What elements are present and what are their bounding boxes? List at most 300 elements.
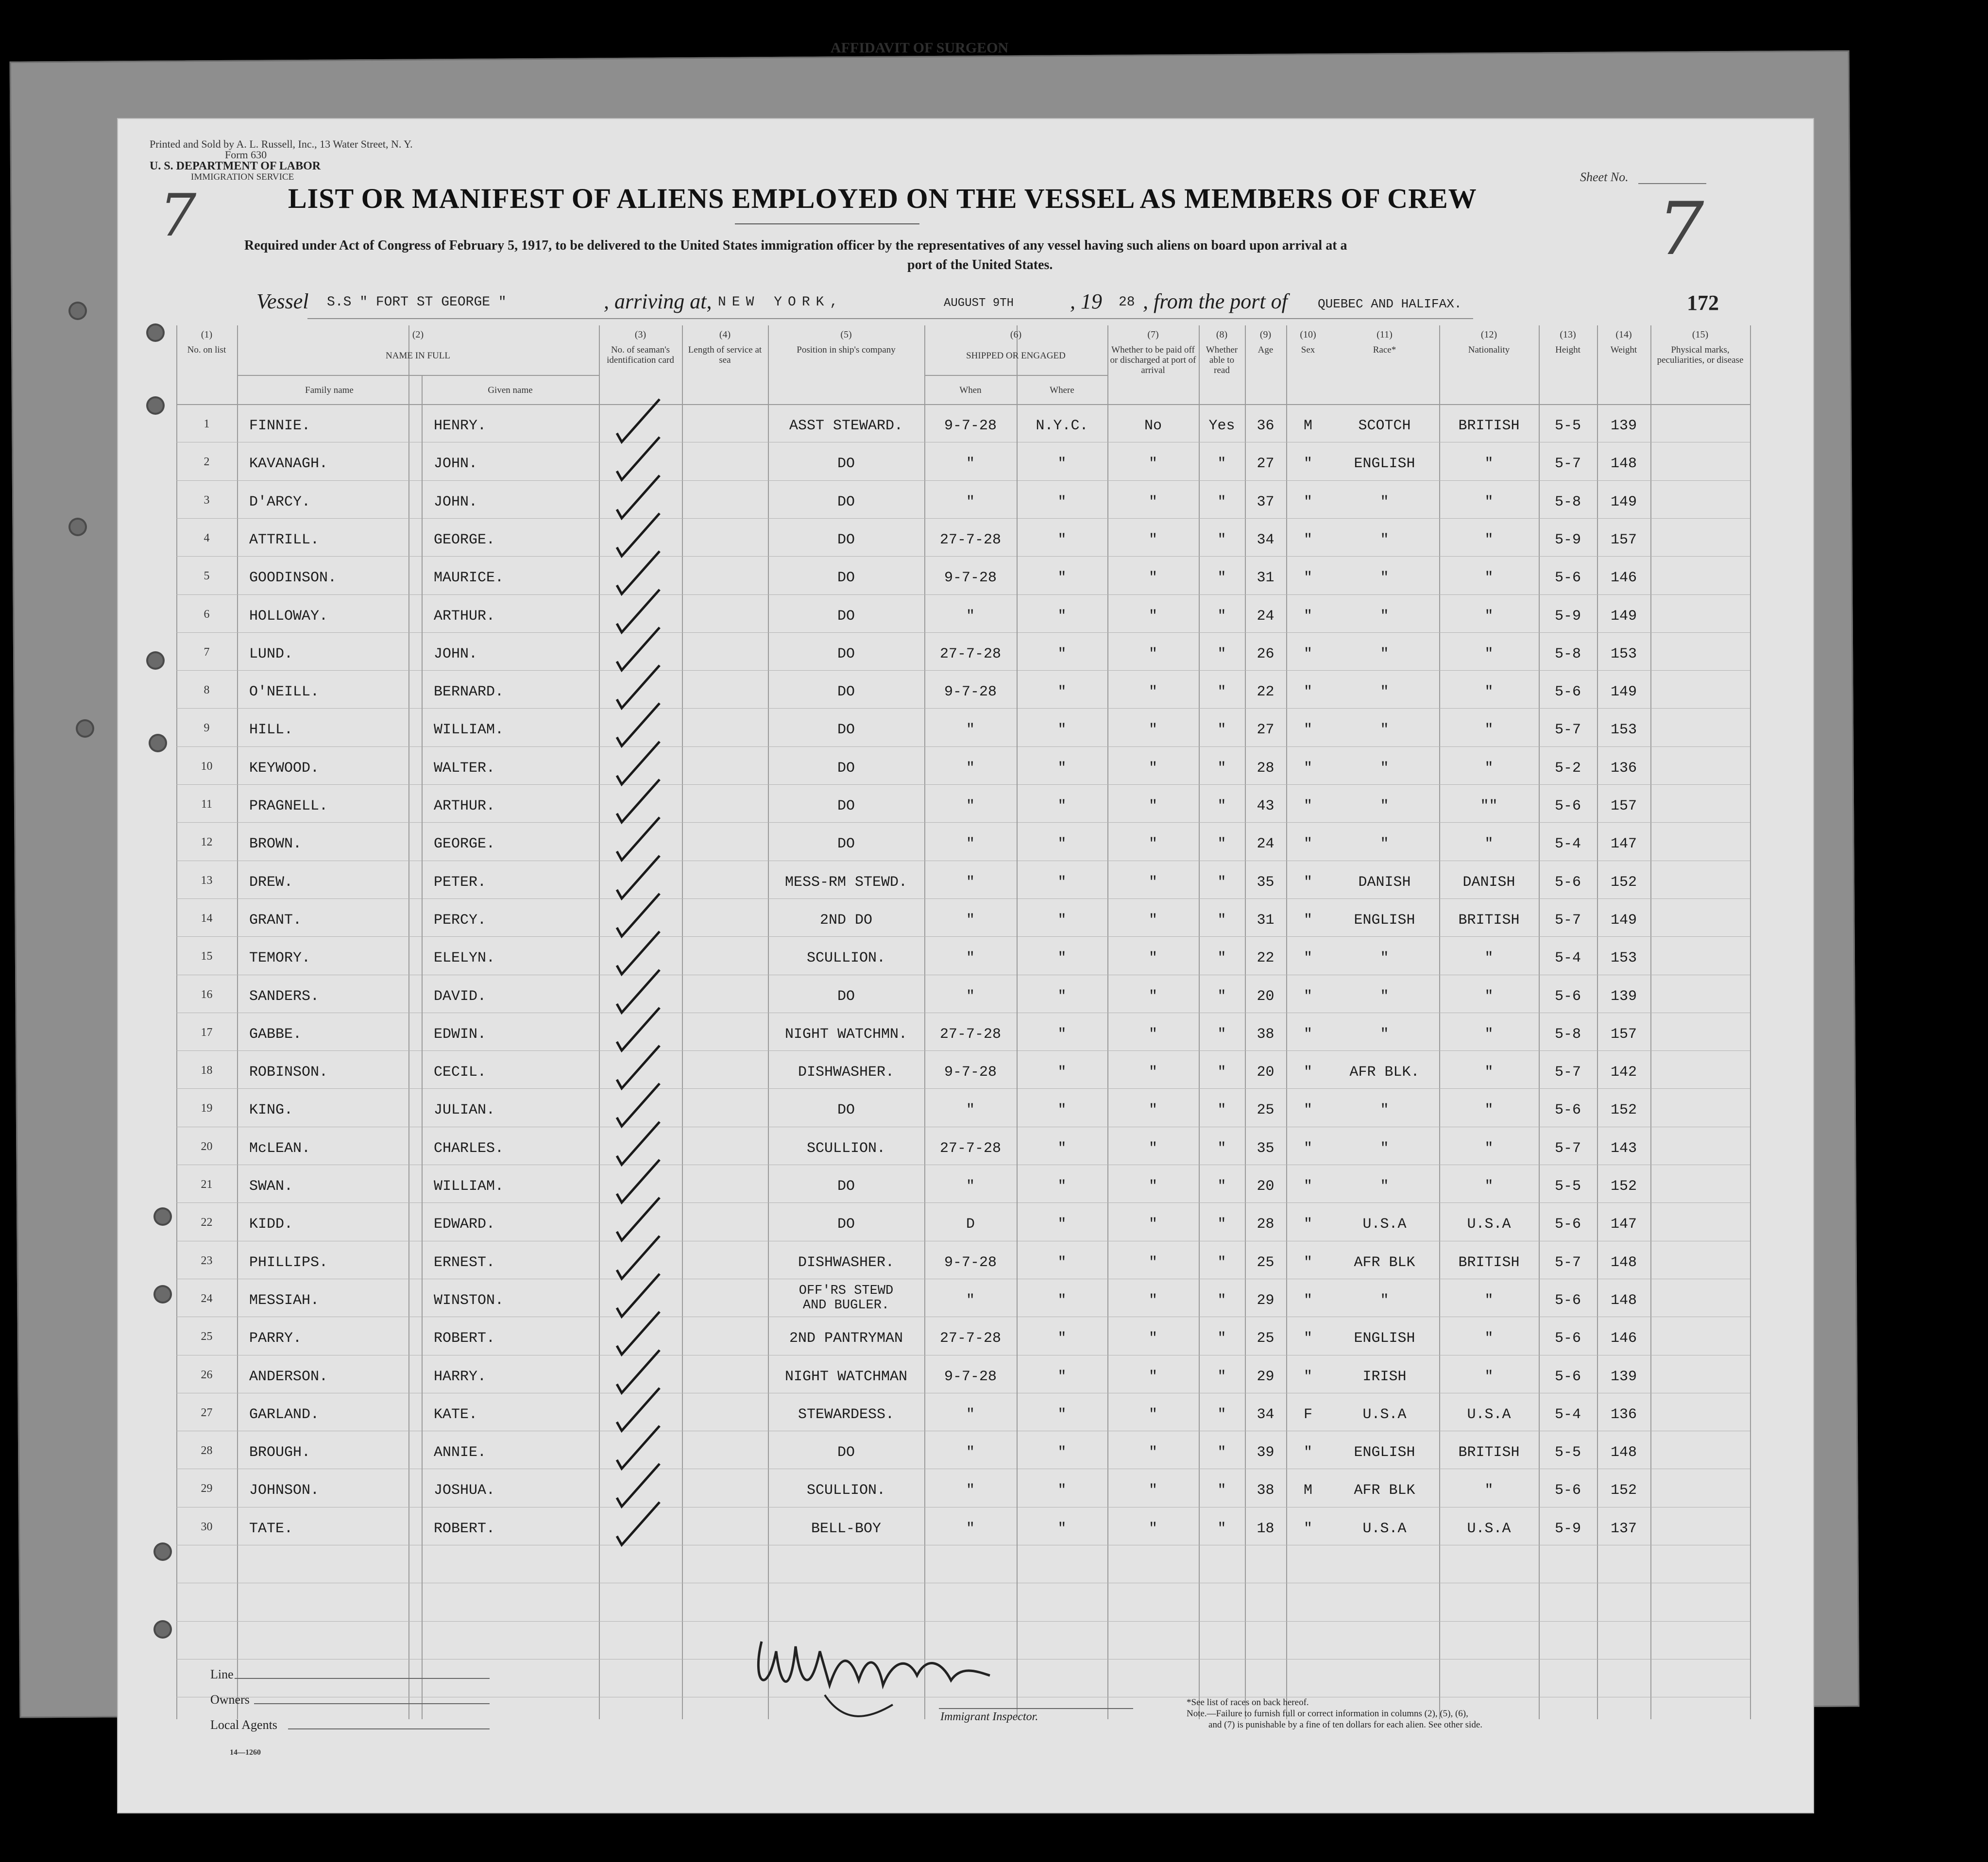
cell-no: 16 (201, 988, 213, 1001)
table-row (147, 1279, 1750, 1317)
cell-when: " (966, 836, 975, 853)
cell-height: 5-7 (1554, 722, 1581, 739)
cell-where: " (1057, 1140, 1067, 1157)
cell-nationality: " (1484, 1292, 1494, 1309)
inspector-line (939, 1708, 1133, 1709)
cell-height: 5-6 (1554, 1330, 1581, 1347)
cell-when: " (966, 1102, 975, 1119)
inspector-label: Immigrant Inspector. (940, 1710, 1038, 1723)
table-row (147, 784, 1750, 822)
cell-nationality: " (1484, 836, 1494, 853)
cell-where: " (1057, 1368, 1067, 1385)
cell-read: " (1217, 1520, 1226, 1537)
cell-position: STEWARDESS. (798, 1406, 895, 1423)
punch-hole (155, 1544, 170, 1559)
table-row (147, 632, 1750, 670)
cell-nationality: " (1484, 950, 1494, 967)
title-rule (735, 223, 919, 224)
cell-position: DISHWASHER. (798, 1254, 895, 1271)
cell-race: " (1380, 684, 1389, 701)
column-number: (11) (1376, 329, 1393, 340)
cell-race: SCOTCH (1358, 418, 1411, 434)
cell-position: DO (837, 760, 855, 777)
cell-paid-off: " (1148, 1178, 1157, 1195)
printer-line: Printed and Sold by A. L. Russell, Inc., 13 Water Street, N. Y. (150, 138, 413, 150)
cell-no: 1 (204, 418, 210, 430)
cell-paid-off: " (1148, 1444, 1157, 1461)
cell-nationality: U.S.A (1467, 1216, 1511, 1233)
cell-paid-off: " (1148, 1520, 1157, 1537)
cell-height: 5-9 (1554, 531, 1581, 548)
cell-read: " (1217, 1406, 1226, 1423)
cell-where: " (1057, 1178, 1067, 1195)
cell-family: JOHNSON. (249, 1482, 320, 1499)
subheader-rule (924, 375, 1107, 376)
cell-read: " (1217, 1102, 1226, 1119)
cell-family: GARLAND. (249, 1406, 320, 1423)
cell-no: 12 (201, 836, 213, 849)
cell-nationality: " (1484, 570, 1494, 587)
cell-given: ELELYN. (434, 950, 495, 967)
handwritten-mark-right: 7 (1658, 187, 1704, 271)
cell-nationality: " (1484, 456, 1494, 473)
cell-when: " (966, 798, 975, 814)
cell-where: N.Y.C. (1036, 418, 1088, 434)
table-row (147, 480, 1750, 518)
cell-family: ROBINSON. (249, 1064, 328, 1081)
cell-where: " (1057, 1406, 1067, 1423)
cell-position: DO (837, 988, 855, 1005)
column-number: (8) (1216, 329, 1228, 340)
cell-paid-off: " (1148, 493, 1157, 510)
cell-age: 29 (1257, 1292, 1274, 1309)
cell-given: PETER. (434, 874, 487, 891)
column-label: SHIPPED OR ENGAGED (966, 351, 1066, 361)
cell-where: " (1057, 1216, 1067, 1233)
cell-no: 18 (201, 1064, 213, 1077)
cell-family: HILL. (249, 722, 293, 739)
cell-where: " (1057, 722, 1067, 739)
cell-age: 25 (1257, 1102, 1274, 1119)
cell-weight: 139 (1610, 418, 1637, 434)
cell-age: 25 (1257, 1330, 1274, 1347)
cell-sex: " (1303, 645, 1312, 662)
cell-paid-off: " (1148, 645, 1157, 662)
cell-age: 28 (1257, 760, 1274, 777)
cell-sex: " (1303, 1292, 1312, 1309)
cell-when: " (966, 874, 975, 891)
column-label: Height (1555, 345, 1580, 355)
cell-family: MESSIAH. (249, 1292, 320, 1309)
cell-race: IRISH (1362, 1368, 1407, 1385)
column-number: (6) (1010, 329, 1022, 340)
cell-given: ROBERT. (434, 1520, 495, 1537)
subheader-rule (237, 375, 599, 376)
cell-family: GABBE. (249, 1026, 302, 1043)
page-number: 172 (1687, 291, 1719, 315)
cell-age: 34 (1257, 1406, 1274, 1423)
form-number: Form 630 (225, 149, 267, 161)
cell-sex: " (1303, 1368, 1312, 1385)
cell-no: 5 (204, 570, 210, 583)
handwritten-mark-left: 7 (159, 182, 197, 250)
cell-paid-off: " (1148, 456, 1157, 473)
cell-family: FINNIE. (249, 418, 311, 434)
cell-family: McLEAN. (249, 1140, 311, 1157)
cell-position: BELL-BOY (811, 1520, 882, 1537)
cell-read: " (1217, 1140, 1226, 1157)
cell-position: DO (837, 1444, 855, 1461)
vessel-label: Vessel (256, 289, 309, 313)
column-number: (2) (412, 329, 424, 340)
cell-given: HENRY. (434, 418, 487, 434)
cell-when: " (966, 608, 975, 625)
column-number: (5) (840, 329, 852, 340)
table-row (147, 746, 1750, 784)
sheet-number-label: Sheet No. (1580, 170, 1629, 184)
cell-race: " (1380, 1292, 1389, 1309)
cell-height: 5-7 (1554, 456, 1581, 473)
table-row (147, 822, 1750, 860)
cell-read: " (1217, 1444, 1226, 1461)
cell-family: BROUGH. (249, 1444, 311, 1461)
cell-read: " (1217, 493, 1226, 510)
cell-sex: " (1303, 874, 1312, 891)
cell-paid-off: " (1148, 836, 1157, 853)
cell-no: 13 (201, 874, 213, 887)
cell-race: " (1380, 531, 1389, 548)
cell-read: " (1217, 874, 1226, 891)
cell-when: " (966, 493, 975, 510)
column-label: No. on list (187, 345, 226, 355)
cell-age: 35 (1257, 874, 1274, 891)
cell-nationality: BRITISH (1458, 418, 1520, 434)
cell-read: " (1217, 531, 1226, 548)
column-number: (10) (1300, 329, 1316, 340)
cell-where: " (1057, 798, 1067, 814)
cell-paid-off: " (1148, 1482, 1157, 1499)
cell-family: TEMORY. (249, 950, 311, 967)
cell-no: 6 (204, 608, 210, 621)
cell-given: PERCY. (434, 912, 487, 929)
cell-weight: 153 (1610, 645, 1637, 662)
vessel-underline (307, 318, 1473, 319)
cell-position: OFF'RS STEWD (799, 1283, 894, 1298)
cell-where: " (1057, 684, 1067, 701)
cell-weight: 149 (1610, 608, 1637, 625)
punch-hole (70, 304, 85, 318)
cell-race: U.S.A (1362, 1216, 1407, 1233)
column-number: (7) (1147, 329, 1159, 340)
table-row (147, 1241, 1750, 1279)
cell-when: " (966, 912, 975, 929)
cell-where: " (1057, 1482, 1067, 1499)
cell-given: BERNARD. (434, 684, 504, 701)
owners-label: Owners (210, 1693, 250, 1707)
cell-position: SCULLION. (806, 1482, 886, 1499)
cell-weight: 149 (1610, 912, 1637, 929)
cell-family: KEYWOOD. (249, 760, 320, 777)
cell-nationality: " (1484, 1064, 1494, 1081)
cell-age: 27 (1257, 456, 1274, 473)
cell-nationality: BRITISH (1458, 1254, 1520, 1271)
cell-where: " (1057, 836, 1067, 853)
cell-weight: 152 (1610, 1178, 1637, 1195)
cell-paid-off: " (1148, 1254, 1157, 1271)
table-row (147, 1165, 1750, 1202)
cell-weight: 136 (1610, 760, 1637, 777)
cell-weight: 136 (1610, 1406, 1637, 1423)
cell-nationality: " (1484, 722, 1494, 739)
cell-where: " (1057, 874, 1067, 891)
cell-read: " (1217, 1330, 1226, 1347)
cell-read: " (1217, 912, 1226, 929)
cell-age: 22 (1257, 950, 1274, 967)
cell-no: 2 (204, 456, 210, 469)
cell-height: 5-6 (1554, 874, 1581, 891)
cell-family: SWAN. (249, 1178, 293, 1195)
cell-sex: " (1303, 1140, 1312, 1157)
cell-race: " (1380, 798, 1389, 814)
table-row (147, 1050, 1750, 1088)
cell-where: " (1057, 456, 1067, 473)
cell-height: 5-6 (1554, 1216, 1581, 1233)
table-row (147, 1507, 1750, 1545)
cell-where: " (1057, 1064, 1067, 1081)
cell-given: ROBERT. (434, 1330, 495, 1347)
cell-paid-off: " (1148, 570, 1157, 587)
cell-weight: 146 (1610, 1330, 1637, 1347)
cell-position: DO (837, 798, 855, 814)
cell-nationality: DANISH (1462, 874, 1515, 891)
cell-given: JOHN. (434, 645, 478, 662)
table-row (147, 1013, 1750, 1050)
cell-race: " (1380, 836, 1389, 853)
cell-when: " (966, 988, 975, 1005)
cell-paid-off: " (1148, 608, 1157, 625)
cell-position: DO (837, 531, 855, 548)
cell-nationality: " (1484, 645, 1494, 662)
cell-family: LUND. (249, 645, 293, 662)
column-sublabel: When (959, 385, 982, 395)
cell-weight: 148 (1610, 1292, 1637, 1309)
cell-family: GOODINSON. (249, 570, 337, 587)
cell-no: 27 (201, 1406, 213, 1419)
cell-race: " (1380, 1140, 1389, 1157)
cell-height: 5-5 (1554, 1178, 1581, 1195)
cell-read: " (1217, 608, 1226, 625)
cell-position: NIGHT WATCHMAN (784, 1368, 908, 1385)
cell-age: 36 (1257, 418, 1274, 434)
column-sublabel: Where (1050, 385, 1074, 395)
cell-given: DAVID. (434, 988, 487, 1005)
cell-where: " (1057, 1254, 1067, 1271)
cell-sex: M (1303, 1482, 1312, 1499)
cell-where: " (1057, 1520, 1067, 1537)
cell-weight: 139 (1610, 988, 1637, 1005)
cell-position: NIGHT WATCHMN. (784, 1026, 908, 1043)
cell-position: DO (837, 645, 855, 662)
table-row (147, 1088, 1750, 1126)
cell-sex: F (1303, 1406, 1312, 1423)
cell-no: 29 (201, 1482, 213, 1495)
cell-paid-off: " (1148, 684, 1157, 701)
cell-age: 38 (1257, 1482, 1274, 1499)
cell-given: EDWARD. (434, 1216, 495, 1233)
table-row (147, 1431, 1750, 1469)
year-prefix: , 19 (1070, 289, 1102, 313)
cell-when: 27-7-28 (939, 531, 1002, 548)
cell-paid-off: " (1148, 1406, 1157, 1423)
cell-race: " (1380, 1026, 1389, 1043)
cell-position: SCULLION. (806, 1140, 886, 1157)
column-label: Physical marks, peculiarities, or disease (1657, 345, 1744, 365)
cell-family: DREW. (249, 874, 293, 891)
cell-sex: " (1303, 798, 1312, 814)
cell-race: ENGLISH (1354, 1330, 1415, 1347)
cell-where: " (1057, 1292, 1067, 1309)
cell-given: CHARLES. (434, 1140, 504, 1157)
cell-no: 28 (201, 1444, 213, 1457)
cell-no: 30 (201, 1520, 213, 1533)
cell-read: " (1217, 722, 1226, 739)
row-rule (176, 1621, 1750, 1622)
arrival-date: AUGUST 9TH (944, 297, 1014, 310)
cell-sex: " (1303, 836, 1312, 853)
cell-when: " (966, 722, 975, 739)
note-failure: Note.—Failure to furnish full or correct information in columns (2), (5), (6), (1187, 1709, 1468, 1719)
cell-age: 39 (1257, 1444, 1274, 1461)
cell-paid-off: " (1148, 1026, 1157, 1043)
cell-race: " (1380, 722, 1389, 739)
cell-family: SANDERS. (249, 988, 320, 1005)
column-rule (1750, 325, 1751, 1719)
column-label: Whether able to read (1206, 345, 1238, 375)
column-number: (1) (201, 329, 213, 340)
column-number: (14) (1615, 329, 1632, 340)
cell-when: " (966, 1520, 975, 1537)
table-row (147, 1355, 1750, 1393)
cell-no: 8 (204, 684, 210, 697)
cell-age: 31 (1257, 912, 1274, 929)
punch-hole (155, 1622, 170, 1637)
cell-read: " (1217, 645, 1226, 662)
department-name: U. S. DEPARTMENT OF LABOR (150, 160, 321, 172)
cell-nationality: U.S.A (1467, 1520, 1511, 1537)
column-sublabel: Family name (305, 385, 354, 395)
cell-given: WINSTON. (434, 1292, 504, 1309)
cell-age: 25 (1257, 1254, 1274, 1271)
cell-sex: " (1303, 722, 1312, 739)
cell-read: " (1217, 950, 1226, 967)
cell-height: 5-6 (1554, 1368, 1581, 1385)
cell-sex: " (1303, 456, 1312, 473)
cell-given: ERNEST. (434, 1254, 495, 1271)
subtitle-line-1: Required under Act of Congress of February 5, 1917, to be delivered to the United States immigration officer by the representatives of any vessel having such aliens on board upon arrival at a (244, 238, 1347, 253)
cell-sex: " (1303, 1444, 1312, 1461)
cell-weight: 153 (1610, 950, 1637, 967)
cell-paid-off: " (1148, 912, 1157, 929)
cell-weight: 148 (1610, 456, 1637, 473)
cell-weight: 157 (1610, 531, 1637, 548)
cell-position: SCULLION. (806, 950, 886, 967)
cell-weight: 147 (1610, 836, 1637, 853)
punch-hole (148, 398, 163, 413)
crew-table (147, 325, 1808, 1731)
cell-where: " (1057, 645, 1067, 662)
table-row (147, 1317, 1750, 1354)
cell-race: AFR BLK (1354, 1482, 1415, 1499)
cell-weight: 143 (1610, 1140, 1637, 1157)
cell-given: ANNIE. (434, 1444, 487, 1461)
cell-when: D (966, 1216, 975, 1233)
cell-nationality: " (1484, 1026, 1494, 1043)
cell-weight: 152 (1610, 1102, 1637, 1119)
cell-when: 27-7-28 (939, 1026, 1002, 1043)
cell-weight: 146 (1610, 570, 1637, 587)
punch-hole (70, 520, 85, 534)
cell-height: 5-8 (1554, 493, 1581, 510)
cell-read: " (1217, 836, 1226, 853)
column-label: Race* (1373, 345, 1396, 355)
cell-position: 2ND PANTRYMAN (789, 1330, 903, 1347)
cell-age: 37 (1257, 493, 1274, 510)
cell-no: 19 (201, 1102, 213, 1115)
cell-family: BROWN. (249, 836, 302, 853)
cell-height: 5-2 (1554, 760, 1581, 777)
note-fine: and (7) is punishable by a fine of ten dollars for each alien. See other side. (1208, 1720, 1483, 1730)
cell-height: 5-6 (1554, 1292, 1581, 1309)
cell-read: " (1217, 1368, 1226, 1385)
cell-nationality: " (1484, 760, 1494, 777)
cell-given: EDWIN. (434, 1026, 487, 1043)
cell-age: 38 (1257, 1026, 1274, 1043)
cell-given: WILLIAM. (434, 722, 504, 739)
cell-position-line2: AND BUGLER. (802, 1298, 890, 1313)
cell-no: 3 (204, 493, 210, 507)
cell-given: KATE. (434, 1406, 478, 1423)
cell-nationality: " (1484, 1178, 1494, 1195)
subtitle-line-2: port of the United States. (907, 257, 1053, 272)
cell-paid-off: " (1148, 874, 1157, 891)
cell-weight: 147 (1610, 1216, 1637, 1233)
cell-read: " (1217, 760, 1226, 777)
cell-where: " (1057, 570, 1067, 587)
cell-height: 5-6 (1554, 684, 1581, 701)
local-agents-label: Local Agents (210, 1718, 277, 1732)
cell-race: " (1380, 570, 1389, 587)
cell-where: " (1057, 988, 1067, 1005)
cell-height: 5-9 (1554, 608, 1581, 625)
cell-race: ENGLISH (1354, 456, 1415, 473)
cell-age: 27 (1257, 722, 1274, 739)
cell-age: 31 (1257, 570, 1274, 587)
cell-sex: " (1303, 684, 1312, 701)
cell-nationality: " (1484, 531, 1494, 548)
cell-height: 5-9 (1554, 1520, 1581, 1537)
cell-age: 24 (1257, 836, 1274, 853)
cell-age: 20 (1257, 1064, 1274, 1081)
cell-where: " (1057, 1026, 1067, 1043)
cell-height: 5-6 (1554, 798, 1581, 814)
arriving-port: NEW YORK, (718, 295, 844, 310)
cell-where: " (1057, 1444, 1067, 1461)
cell-sex: " (1303, 1254, 1312, 1271)
cell-given: WALTER. (434, 760, 495, 777)
cell-race: " (1380, 950, 1389, 967)
cell-position: DO (837, 722, 855, 739)
cell-race: AFR BLK (1354, 1254, 1415, 1271)
